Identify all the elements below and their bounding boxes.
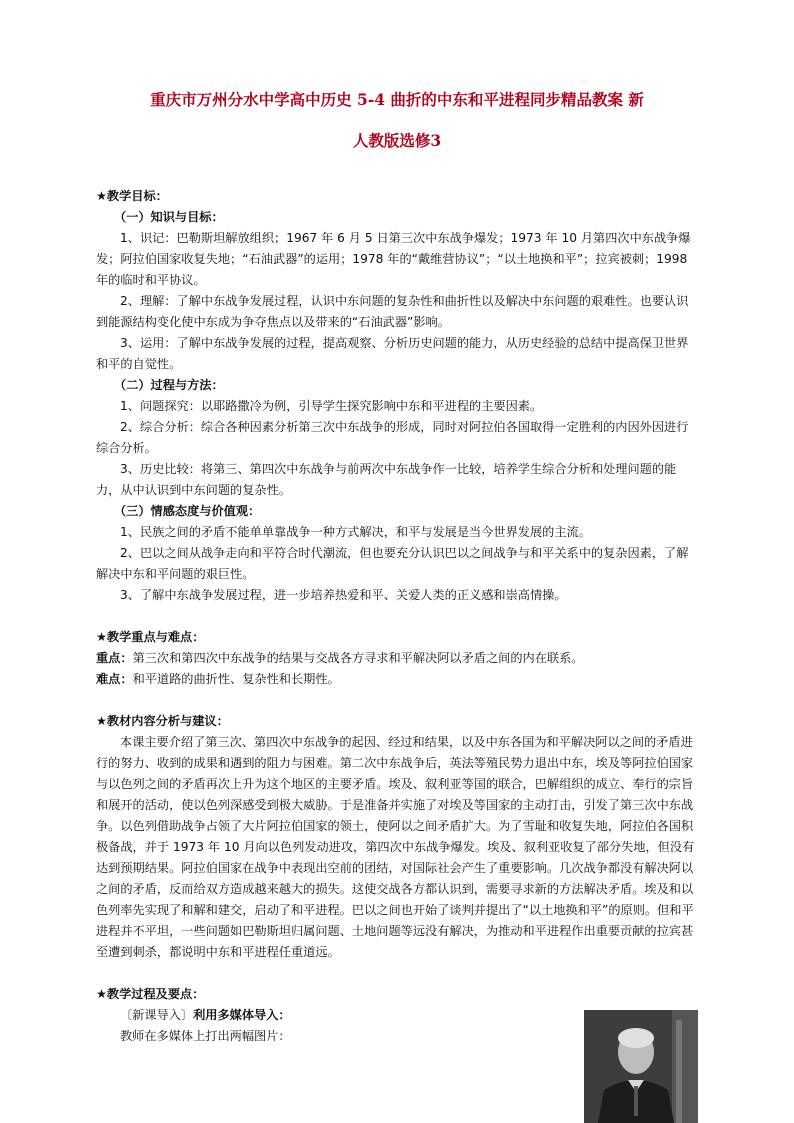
process-item-3: 3、历史比较：将第三、第四次中东战争与前两次中东战争作一比较，培养学生综合分析和处理问题的能力，从中认识到中东问题的复杂性。 xyxy=(96,462,677,497)
values-item-2: 2、巴以之间从战争走向和平符合时代潮流，但也要充分认识巴以之间战争与和平关系中的复杂因素，了解解决中东和平问题的艰巨性。 xyxy=(96,546,689,581)
process-item-1: 1、问题探究：以耶路撒冷为例，引导学生探究影响中东和平进程的主要因素。 xyxy=(120,399,543,413)
focus-text: 第三次和第四次中东战争的结果与交战各方寻求和平解决阿以矛盾之间的内在联系。 xyxy=(132,651,584,665)
process-heading: ★教学过程及要点： xyxy=(96,987,205,1001)
objectives-subheading-knowledge: （一）知识与目标： xyxy=(114,210,224,224)
values-item-1: 1、民族之间的矛盾不能单单靠战争一种方式解决，和平与发展是当今世界发展的主流。 xyxy=(120,525,591,539)
portrait-photo-graphic xyxy=(584,1010,698,1123)
keypoints-heading: ★教学重点与难点： xyxy=(96,630,205,644)
intro-bold: 利用多媒体导入： xyxy=(193,1008,291,1022)
keypoints-difficulty xyxy=(96,669,700,690)
difficulty-label: 难点： xyxy=(96,672,133,686)
values-item-3: 3、了解中东战争发展过程，进一步培养热爱和平、关爱人类的正义感和崇高情操。 xyxy=(120,588,567,602)
intro-text: 教师在多媒体上打出两幅图片： xyxy=(120,1029,291,1043)
knowledge-item-1: 1、识记：巴勒斯坦解放组织；1967 年 6 月 5 日第三次中东战争爆发；1973 年 10 月第四次中东战争爆发；阿拉伯国家收复失地；“石油武器”的运用；1978 年的“戴维营协议”；“以土地换和平”；拉宾被刺；1998 年的临时和平协议。 xyxy=(96,231,691,287)
objectives-subheading-values: （三）情感态度与价值观： xyxy=(114,504,261,518)
knowledge-item-3: 3、运用：了解中东战争发展的过程，提高观察、分析历史问题的能力，从历史经验的总结中提高保卫世界和平的自觉性。 xyxy=(96,336,689,371)
document-body xyxy=(96,186,700,1047)
portrait-photo xyxy=(584,1010,698,1123)
focus-label: 重点： xyxy=(96,651,133,665)
difficulty-text: 和平道路的曲折性、复杂性和长期性。 xyxy=(132,672,340,686)
process-item-2: 2、综合分析：综合各种因素分析第三次中东战争的形成，同时对阿拉伯各国取得一定胜利的内因外因进行综合分析。 xyxy=(96,420,689,455)
knowledge-item-2: 2、理解：了解中东战争发展过程，认识中东问题的复杂性和曲折性以及解决中东问题的艰难性。也要认识到能源结构变化使中东成为争夺焦点以及带来的“石油武器”影响。 xyxy=(96,294,689,329)
intro-label: 〔新课导入〕 xyxy=(120,1008,194,1022)
objectives-subheading-process: （二）过程与方法： xyxy=(114,378,224,392)
keypoints-focus xyxy=(96,648,700,669)
document-title-line1: 重庆市万州分水中学高中历史 5-4 曲折的中东和平进程同步精品教案 新 xyxy=(150,90,644,109)
analysis-heading: ★教材内容分析与建议： xyxy=(96,714,229,728)
objectives-heading: ★教学目标： xyxy=(96,189,168,203)
document-title-line2: 人教版选修3 xyxy=(352,131,442,150)
analysis-body: 本课主要介绍了第三次、第四次中东战争的起因、经过和结果，以及中东各国为和平解决阿以之间的矛盾进行的努力、收到的成果和遇到的阻力与困难。第二次中东战争后，英法等殖民势力退出中东，埃及等阿拉伯国家与以色列之间的矛盾再次上升为这个地区的主要矛盾。埃及、叙利亚等国的联合，巴解组织的成立、奉行的宗旨和展开的活动，使以色列深感受到极大威胁。于是准备并实施了对埃及等国家的主动打击，引发了第三次中东战争。以色列借助战争占领了大片阿拉伯国家的领土，使阿以之间矛盾扩大。为了雪耻和收复失地，阿拉伯各国积极备战，并于 1973 年 10 月向以色列发动进攻，第四次中东战争爆发。埃及、叙利亚收复了部分失地，但没有达到预期结果。阿拉伯国家在战争中表现出空前的团结，对国际社会产生了重要影响。几次战争都没有解决阿以之间的矛盾，反而给双方造成越来越大的损失。这使交战各方都认识到，需要寻求新的方法解决矛盾。埃及和以色列率先实现了和解和建交，启动了和平进程。巴以之间也开始了谈判并提出了“以土地换和平”的原则。但和平进程并不平坦，一些问题如巴勒斯坦归属问题、土地问题等远没有解决，为推动和平进程作出重要贡献的拉宾甚至遭到刺杀，都说明中东和平进程任重道远。 xyxy=(96,735,695,959)
